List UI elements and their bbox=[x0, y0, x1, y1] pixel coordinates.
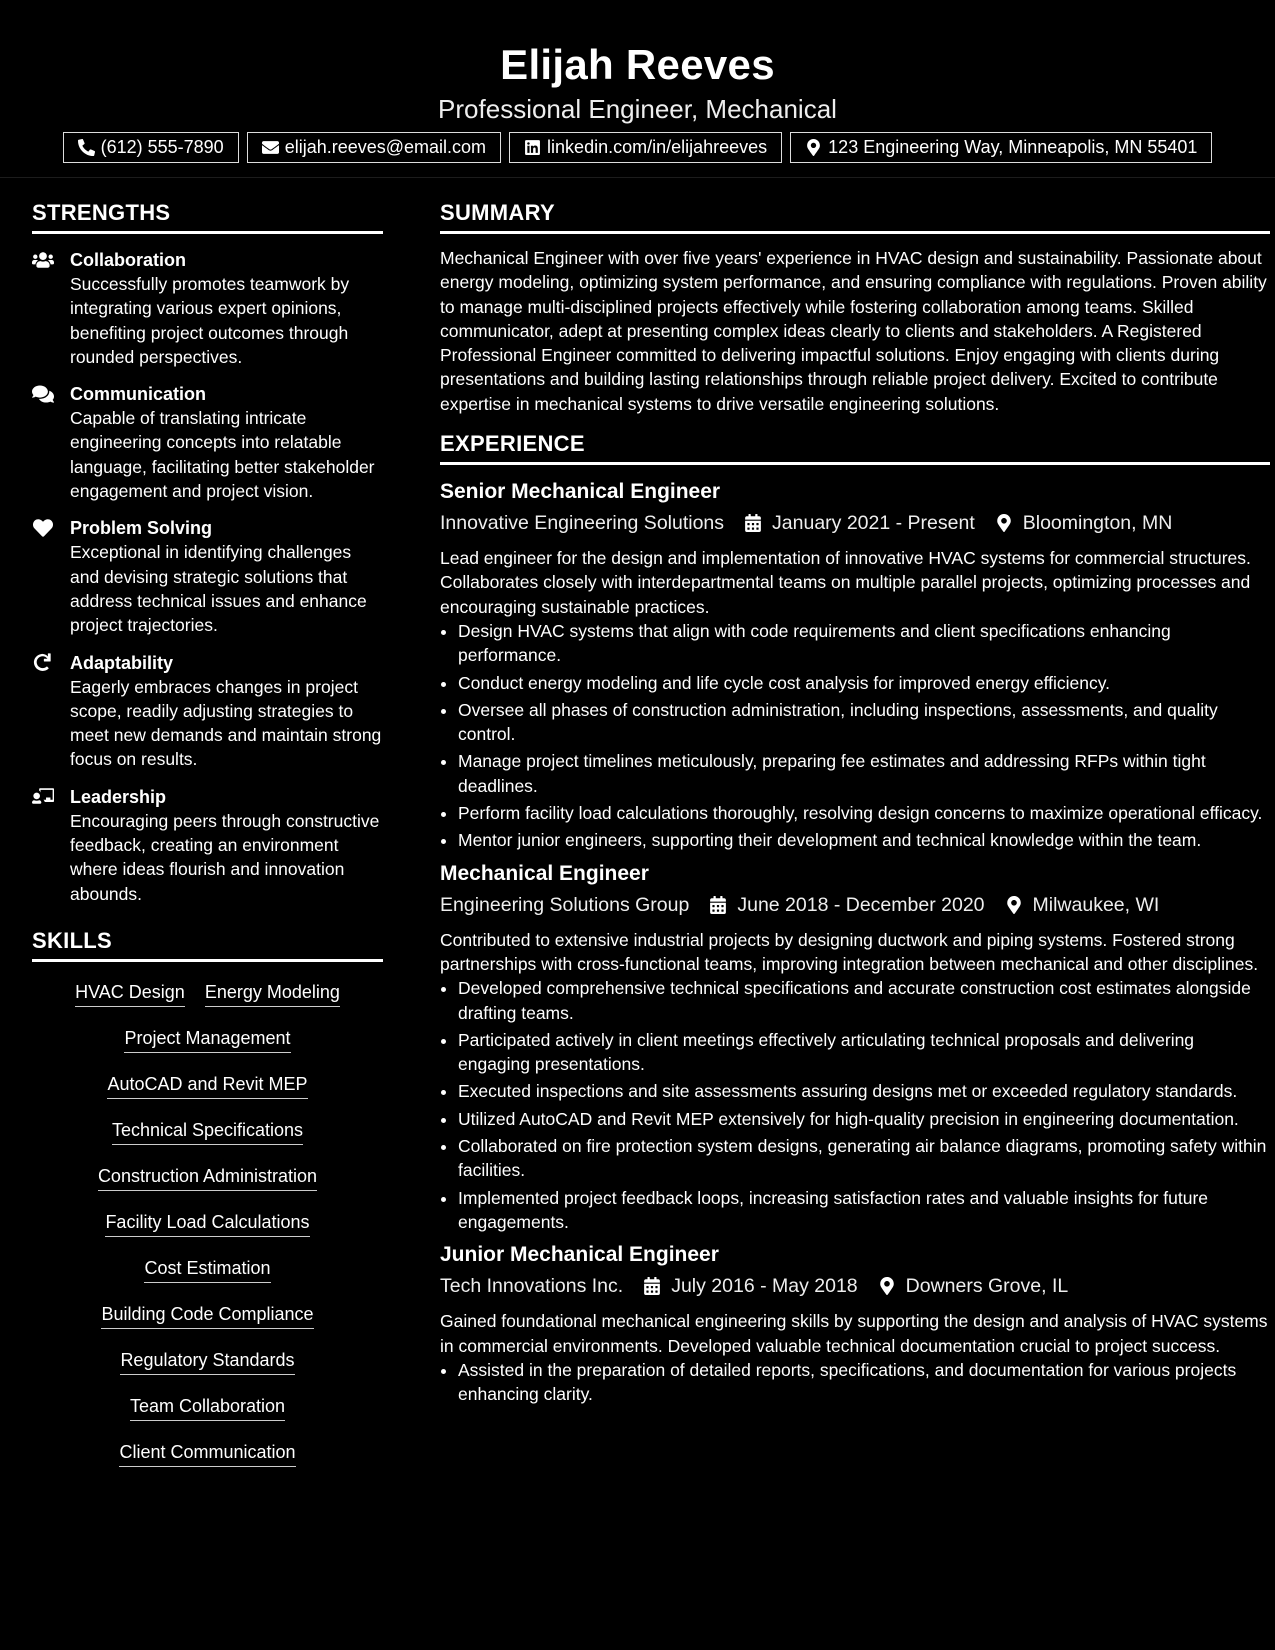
job-bullet: • Mentor junior engineers, supporting their development and technical knowledge within the team. bbox=[458, 828, 1270, 852]
map-marker-icon bbox=[995, 514, 1013, 532]
phone-icon bbox=[78, 139, 95, 156]
job-title: Mechanical Engineer bbox=[440, 861, 649, 885]
skill-tag: Team Collaboration bbox=[130, 1394, 285, 1421]
job-bullet: • Implemented project feedback loops, increasing satisfaction rates and valuable insights for future engagements. bbox=[458, 1186, 1270, 1235]
job-bullet: • Assisted in the preparation of detailed reports, specifications, and documentation for various projects enhancing clarity. bbox=[458, 1358, 1270, 1407]
sync-icon bbox=[32, 653, 54, 673]
job-company: Engineering Solutions Group bbox=[440, 893, 690, 916]
job-company: Tech Innovations Inc. bbox=[440, 1275, 624, 1298]
strength-item bbox=[32, 785, 383, 906]
email-text: elijah.reeves@email.com bbox=[284, 137, 487, 157]
strength-description: Exceptional in identifying challenges and devising strategic solutions that address technical issues and enhance project trajectories. bbox=[70, 542, 367, 636]
calendar-icon bbox=[643, 1277, 661, 1295]
candidate-name: Elijah Reeves bbox=[500, 41, 775, 88]
job-entry bbox=[440, 478, 1270, 853]
strength-name: Leadership bbox=[70, 786, 167, 807]
job-bullet: • Design HVAC systems that align with code requirements and client specifications enhancing performance. bbox=[458, 619, 1270, 668]
job-bullets bbox=[440, 619, 1270, 853]
job-bullet: • Collaborated on fire protection system designs, generating air balance diagrams, promoting safety within facilities. bbox=[458, 1134, 1270, 1183]
job-description: Contributed to extensive industrial projects by designing ductwork and piping systems. Fostered strong partnerships with cross-functional teams, improving integration between mechanical and other disciplines. bbox=[440, 929, 1259, 974]
map-marker-icon bbox=[1005, 896, 1023, 914]
chalkboard-teacher-icon bbox=[32, 787, 54, 807]
job-bullet: • Participated actively in client meetings effectively articulating technical proposals and delivering engaging presentations. bbox=[458, 1028, 1270, 1077]
skill-tag: Energy Modeling bbox=[205, 980, 340, 1007]
job-meta bbox=[440, 1272, 1270, 1300]
strengths-heading: STRENGTHS bbox=[32, 200, 383, 234]
resume-header bbox=[0, 0, 1275, 178]
envelope-icon bbox=[262, 139, 279, 156]
users-icon bbox=[32, 250, 54, 270]
job-company: Innovative Engineering Solutions bbox=[440, 512, 725, 535]
skill-tag: Regulatory Standards bbox=[120, 1348, 294, 1375]
contact-address[interactable] bbox=[790, 132, 1212, 163]
skill-tag: Facility Load Calculations bbox=[105, 1210, 309, 1237]
experience-heading: EXPERIENCE bbox=[440, 431, 1270, 465]
contact-linkedin[interactable] bbox=[509, 132, 782, 163]
job-bullet: • Utilized AutoCAD and Revit MEP extensively for high-quality precision in engineering documentation. bbox=[458, 1107, 1270, 1131]
candidate-title: Professional Engineer, Mechanical bbox=[438, 94, 837, 124]
calendar-icon bbox=[709, 896, 727, 914]
job-location: Milwaukee, WI bbox=[1032, 893, 1160, 916]
strength-description: Eagerly embraces changes in project scope, readily adjusting strategies to meet new demands and maintain strong focus on results. bbox=[70, 676, 382, 770]
job-bullet: • Oversee all phases of construction administration, including inspections, assessments, and quality control. bbox=[458, 698, 1270, 747]
strength-item bbox=[32, 382, 383, 503]
job-dates: January 2021 - Present bbox=[772, 512, 975, 535]
job-bullets bbox=[440, 976, 1270, 1234]
job-bullets bbox=[440, 1358, 1270, 1407]
skill-tag: Building Code Compliance bbox=[101, 1302, 313, 1329]
strength-name: Collaboration bbox=[70, 250, 186, 270]
heart-icon bbox=[32, 518, 54, 538]
skill-tag: AutoCAD and Revit MEP bbox=[107, 1072, 307, 1099]
left-column bbox=[32, 178, 383, 1486]
job-location: Downers Grove, IL bbox=[905, 1275, 1069, 1298]
strength-description: Successfully promotes teamwork by integrating various expert opinions, benefiting project outcomes through rounded perspectives. bbox=[70, 274, 350, 367]
summary-text: Mechanical Engineer with over five years' experience in HVAC design and sustainability. Passionate about energy modeling, optimizing system performance, and ensuring compliance with regulations. Proven ability to manage multi-disciplined projects effectively while fostering collaboration among teams. Skilled communicator, adept at presenting complex ideas clearly to clients and stakeholders. A Registered Professional Engineer committed to delivering impactful solutions. Enjoy engaging with clients during presentations and building lasting relationships through reliable project delivery. Excited to contribute expertise in mechanical systems to drive versatile engineering solutions. bbox=[440, 248, 1267, 414]
job-dates: June 2018 - December 2020 bbox=[737, 893, 985, 916]
job-title: Senior Mechanical Engineer bbox=[440, 480, 721, 504]
skill-tag: Project Management bbox=[124, 1026, 290, 1053]
strength-description: Encouraging peers through constructive feedback, creating an environment where ideas flourish and innovation abounds. bbox=[70, 810, 380, 904]
job-title: Junior Mechanical Engineer bbox=[440, 1243, 719, 1267]
skill-tag: Client Communication bbox=[119, 1440, 295, 1467]
job-location: Bloomington, MN bbox=[1022, 512, 1173, 535]
job-bullet: • Perform facility load calculations thoroughly, resolving design concerns to maximize operational efficacy. bbox=[458, 801, 1270, 825]
skills-heading: SKILLS bbox=[32, 928, 383, 962]
strength-name: Communication bbox=[70, 384, 207, 405]
skill-tag: Construction Administration bbox=[98, 1164, 317, 1191]
skill-tag: Cost Estimation bbox=[144, 1256, 270, 1283]
job-bullet: • Developed comprehensive technical specifications and accurate construction cost estimates alongside drafting teams. bbox=[458, 976, 1270, 1025]
calendar-icon bbox=[744, 514, 762, 532]
job-bullet: • Executed inspections and site assessments assuring designs met or exceeded regulatory standards. bbox=[458, 1079, 1270, 1103]
strength-item bbox=[32, 516, 383, 637]
linkedin-text: linkedin.com/in/elijahreeves bbox=[547, 137, 768, 157]
skill-tag: Technical Specifications bbox=[112, 1118, 303, 1145]
phone-text: (612) 555-7890 bbox=[100, 137, 224, 157]
linkedin-icon bbox=[524, 139, 541, 156]
right-column bbox=[440, 178, 1270, 1486]
strength-name: Adaptability bbox=[70, 652, 174, 673]
strength-description: Capable of translating intricate engineering concepts into relatable language, facilitating better stakeholder engagement and project vision. bbox=[70, 408, 375, 502]
strength-item bbox=[32, 248, 383, 369]
map-marker-icon bbox=[878, 1277, 896, 1295]
job-bullet: • Manage project timelines meticulously, preparing fee estimates and addressing RFPs within tight deadlines. bbox=[458, 749, 1270, 798]
job-description: Lead engineer for the design and implementation of innovative HVAC systems for commercial structures. Collaborates closely with interdepartmental teams on multiple parallel projects, optimizing processes and encouraging sustainable practices. bbox=[440, 548, 1251, 617]
job-bullet: • Conduct energy modeling and life cycle cost analysis for improved energy efficiency. bbox=[458, 671, 1270, 695]
contact-bar bbox=[0, 132, 1275, 163]
comments-icon bbox=[32, 384, 54, 404]
strength-name: Problem Solving bbox=[70, 518, 213, 539]
job-description: Gained foundational mechanical engineering skills by supporting the design and analysis of HVAC systems in commercial environments. Developed valuable technical documentation crucial to project success. bbox=[440, 1311, 1268, 1356]
job-dates: July 2016 - May 2018 bbox=[671, 1275, 858, 1298]
strength-item bbox=[32, 651, 383, 772]
job-entry bbox=[440, 1241, 1270, 1406]
map-marker-icon bbox=[805, 139, 822, 156]
skill-tag: HVAC Design bbox=[75, 980, 185, 1007]
address-text: 123 Engineering Way, Minneapolis, MN 55401 bbox=[828, 137, 1198, 157]
job-meta bbox=[440, 891, 1270, 919]
skills-list bbox=[32, 976, 383, 1486]
summary-heading: SUMMARY bbox=[440, 200, 1270, 234]
contact-email[interactable] bbox=[247, 132, 501, 163]
contact-phone[interactable] bbox=[63, 132, 239, 163]
job-meta bbox=[440, 509, 1270, 537]
job-entry bbox=[440, 860, 1270, 1235]
